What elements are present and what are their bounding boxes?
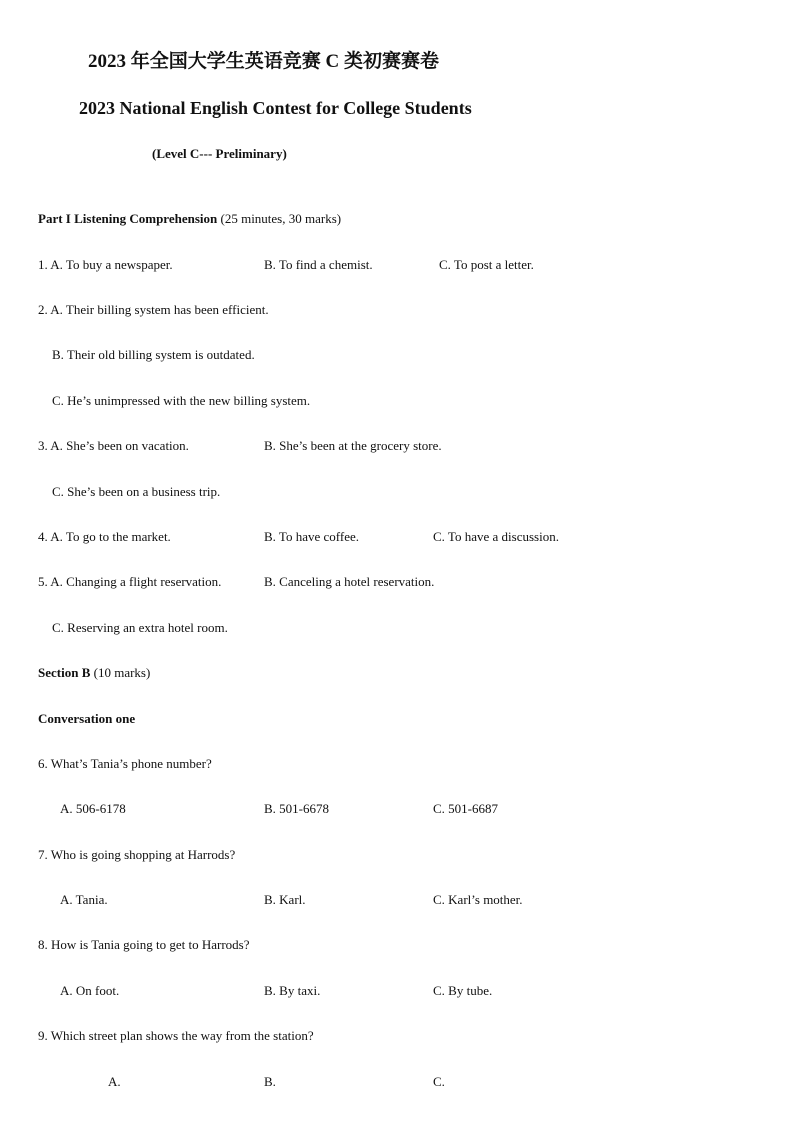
part1-note: (25 minutes, 30 marks) bbox=[220, 211, 342, 226]
q3-option-b: B. She’s been at the grocery store. bbox=[264, 438, 442, 453]
part1-heading-line bbox=[38, 212, 341, 225]
title-chinese: 2023 年全国大学生英语竞赛 C 类初赛赛卷 bbox=[88, 51, 439, 72]
q5-option-a: 5. A. Changing a flight reservation. bbox=[38, 574, 222, 589]
q4-option-c: C. To have a discussion. bbox=[433, 529, 559, 544]
q9-option-a: A. bbox=[108, 1074, 121, 1089]
q7-stem: 7. Who is going shopping at Harrods? bbox=[38, 847, 236, 862]
q2-option-c: C. He’s unimpressed with the new billing system. bbox=[52, 393, 311, 408]
q6-option-b: B. 501-6678 bbox=[264, 801, 329, 816]
title-english: 2023 National English Contest for College Students bbox=[79, 98, 472, 118]
level-subtitle: (Level C--- Preliminary) bbox=[152, 146, 287, 161]
q5-option-b: B. Canceling a hotel reservation. bbox=[264, 574, 435, 589]
q3-option-c: C. She’s been on a business trip. bbox=[52, 484, 221, 499]
q1-option-a: 1. A. To buy a newspaper. bbox=[38, 257, 173, 272]
q8-option-a: A. On foot. bbox=[60, 983, 120, 998]
q7-option-b: B. Karl. bbox=[264, 892, 306, 907]
q2-option-b: B. Their old billing system is outdated. bbox=[52, 347, 255, 362]
q4-option-a: 4. A. To go to the market. bbox=[38, 529, 171, 544]
q6-option-a: A. 506-6178 bbox=[60, 801, 126, 816]
sectionB-note: (10 marks) bbox=[93, 665, 151, 680]
q2-option-a: 2. A. Their billing system has been efficient. bbox=[38, 302, 269, 317]
q8-option-b: B. By taxi. bbox=[264, 983, 321, 998]
q8-option-c: C. By tube. bbox=[433, 983, 493, 998]
q6-stem: 6. What’s Tania’s phone number? bbox=[38, 756, 212, 771]
sectionB-heading: Section B bbox=[38, 665, 91, 680]
conversation-heading: Conversation one bbox=[38, 711, 136, 726]
q7-option-c: C. Karl’s mother. bbox=[433, 892, 523, 907]
q5-option-c: C. Reserving an extra hotel room. bbox=[52, 620, 228, 635]
q3-option-a: 3. A. She’s been on vacation. bbox=[38, 438, 189, 453]
q4-option-b: B. To have coffee. bbox=[264, 529, 359, 544]
q1-option-b: B. To find a chemist. bbox=[264, 257, 373, 272]
q6-option-c: C. 501-6687 bbox=[433, 801, 498, 816]
q9-stem: 9. Which street plan shows the way from the station? bbox=[38, 1028, 314, 1043]
q1-option-c: C. To post a letter. bbox=[439, 257, 534, 272]
q9-option-b: B. bbox=[264, 1074, 276, 1089]
q8-stem: 8. How is Tania going to get to Harrods? bbox=[38, 937, 250, 952]
q7-option-a: A. Tania. bbox=[60, 892, 108, 907]
q9-option-c: C. bbox=[433, 1074, 445, 1089]
sectionB-heading-line bbox=[38, 666, 150, 679]
part1-heading: Part I Listening Comprehension bbox=[38, 211, 218, 226]
